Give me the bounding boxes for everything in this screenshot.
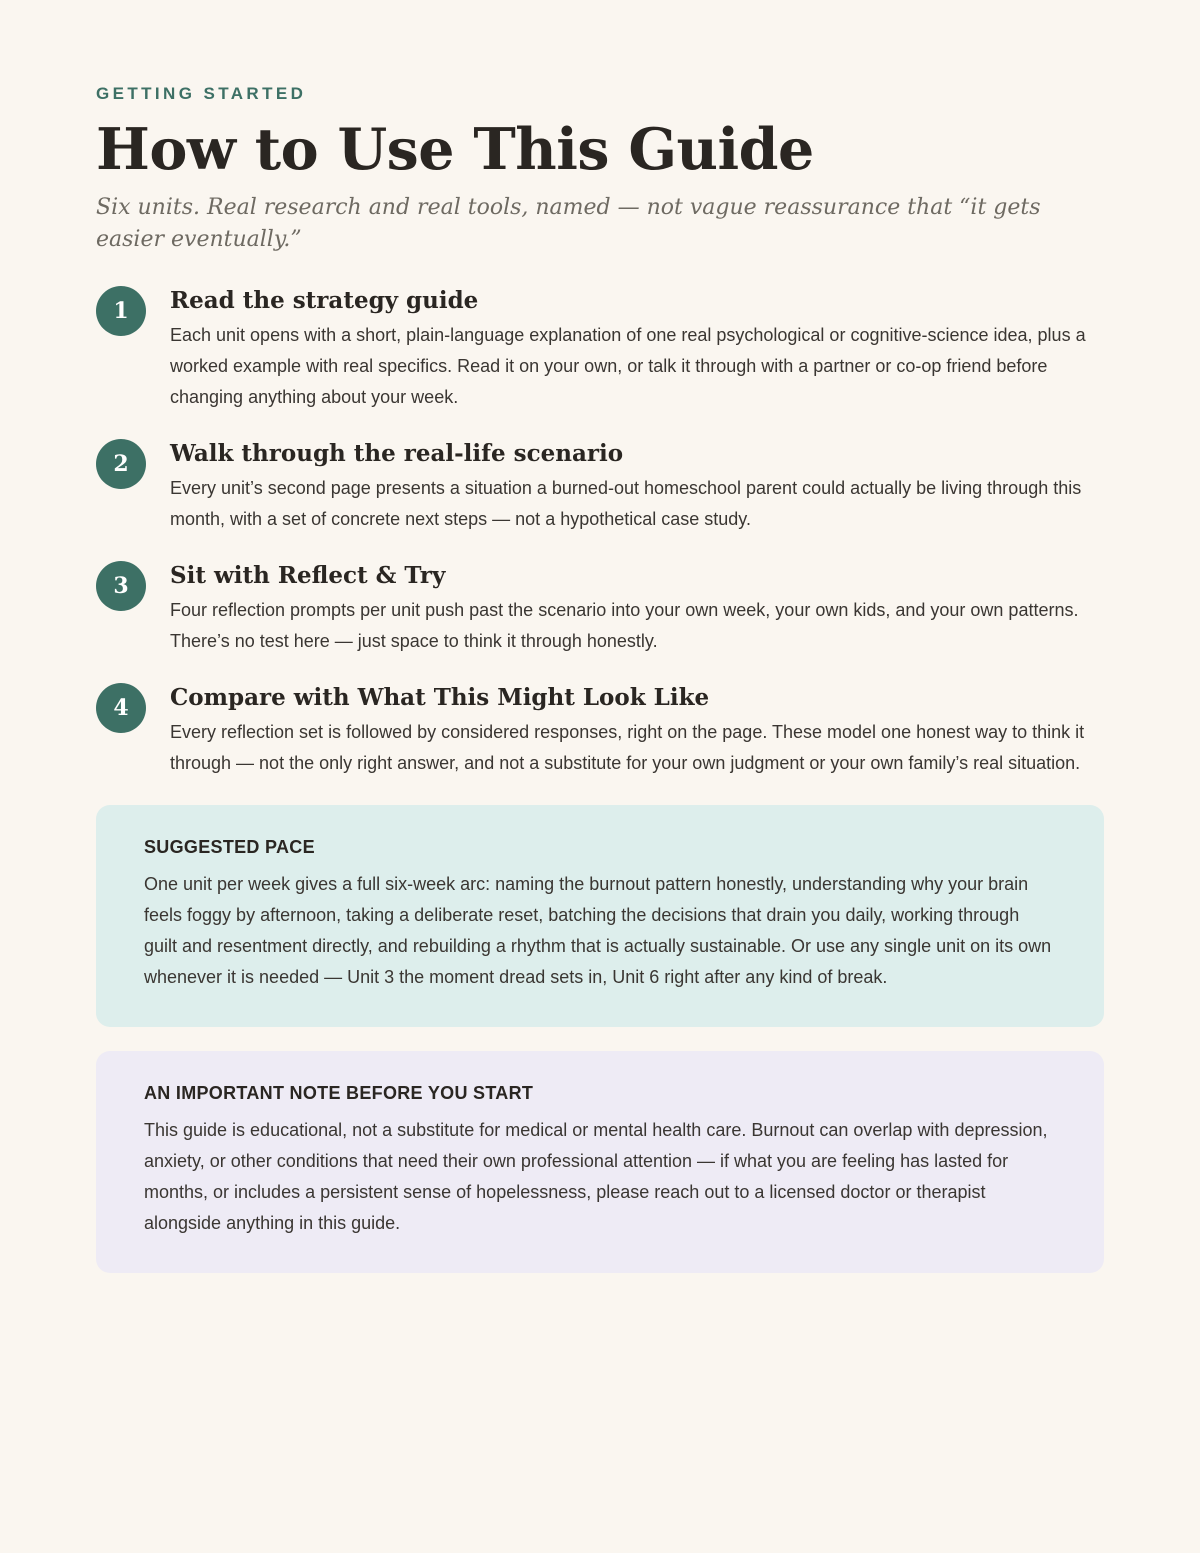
step-title: Sit with Reflect & Try bbox=[170, 562, 446, 589]
step-title: Read the strategy guide bbox=[170, 287, 479, 314]
step-body bbox=[170, 439, 1104, 535]
step-item-1 bbox=[96, 286, 1104, 413]
step-item-4 bbox=[96, 683, 1104, 779]
page-subtitle: Six units. Real research and real tools, named — not vague reassurance that “it gets easier eventually.” bbox=[96, 195, 1041, 252]
step-item-3 bbox=[96, 561, 1104, 657]
step-item-2 bbox=[96, 439, 1104, 535]
step-title: Walk through the real-life scenario bbox=[170, 440, 624, 467]
important-note-text: This guide is educational, not a substitute for medical or mental health care. Burnout can overlap with depression, anxiety, or other conditions that need their own professional attention — if what you are feeling has lasted for months, or includes a persistent sense of hopelessness, please reach out to a licensed doctor or therapist alongside anything in this guide. bbox=[144, 1120, 1048, 1233]
steps-list bbox=[96, 286, 1104, 779]
step-number-badge: 1 bbox=[96, 286, 146, 336]
suggested-pace-box bbox=[96, 805, 1104, 1027]
section-eyebrow: GETTING STARTED bbox=[96, 84, 307, 103]
step-description: Every unit’s second page presents a situation a burned-out homeschool parent could actually be living through this month, with a set of concrete next steps — not a hypothetical case study. bbox=[170, 478, 1082, 529]
step-number-badge: 2 bbox=[96, 439, 146, 489]
step-number-badge: 3 bbox=[96, 561, 146, 611]
important-note-box bbox=[96, 1051, 1104, 1273]
step-body bbox=[170, 561, 1104, 657]
suggested-pace-heading: SUGGESTED PACE bbox=[144, 837, 315, 857]
important-note-heading: AN IMPORTANT NOTE BEFORE YOU START bbox=[144, 1083, 534, 1103]
step-description: Every reflection set is followed by considered responses, right on the page. These model one honest way to think it through — not the only right answer, and not a substitute for your own judgment or your own family’s real situation. bbox=[170, 722, 1085, 773]
step-title: Compare with What This Might Look Like bbox=[170, 684, 710, 711]
step-number-badge: 4 bbox=[96, 683, 146, 733]
step-description: Each unit opens with a short, plain-language explanation of one real psychological or cognitive-science idea, plus a worked example with real specifics. Read it on your own, or talk it through with a partner or co-op friend before changing anything about your week. bbox=[170, 325, 1086, 407]
step-body bbox=[170, 286, 1104, 413]
step-description: Four reflection prompts per unit push past the scenario into your own week, your own kids, and your own patterns. There’s no test here — just space to think it through honestly. bbox=[170, 600, 1079, 651]
suggested-pace-text: One unit per week gives a full six-week arc: naming the burnout pattern honestly, understanding why your brain feels foggy by afternoon, taking a deliberate reset, batching the decisions that drain you daily, working through guilt and resentment directly, and rebuilding a rhythm that is actually sustainable. Or use any single unit on its own whenever it is needed — Unit 3 the moment dread sets in, Unit 6 right after any kind of break. bbox=[144, 874, 1052, 987]
step-body bbox=[170, 683, 1104, 779]
page-title: How to Use This Guide bbox=[96, 116, 814, 183]
